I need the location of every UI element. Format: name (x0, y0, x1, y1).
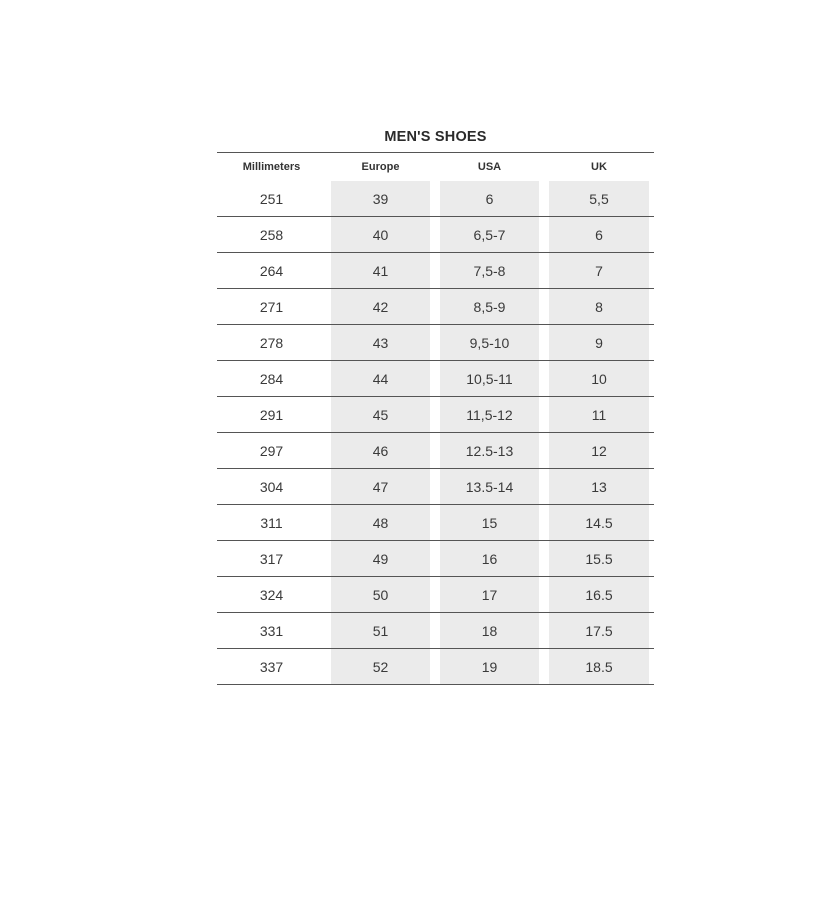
cell-uk-value: 15.5 (585, 550, 613, 567)
cell-usa-value: 7,5-8 (473, 262, 506, 279)
cell-uk (544, 217, 654, 253)
table-row (217, 469, 654, 505)
cell-uk (544, 289, 654, 325)
cell-millimeters (217, 505, 326, 541)
cell-millimeters (217, 361, 326, 397)
cell-europe (326, 577, 435, 613)
cell-uk (544, 397, 654, 433)
cell-europe (326, 181, 435, 217)
cell-uk (544, 325, 654, 361)
cell-uk-value: 7 (595, 262, 603, 279)
cell-millimeters-value: 278 (259, 334, 284, 351)
table-row (217, 505, 654, 541)
cell-europe-value: 52 (372, 658, 389, 675)
cell-usa-value: 10,5-11 (466, 370, 513, 387)
cell-uk-value: 12 (591, 442, 607, 459)
cell-usa (435, 325, 544, 361)
cell-europe-value: 47 (372, 478, 389, 495)
cell-usa (435, 253, 544, 289)
table-row (217, 397, 654, 433)
cell-usa-value: 19 (481, 658, 498, 675)
cell-uk (544, 181, 654, 217)
cell-uk-value: 18.5 (585, 658, 613, 675)
size-table (217, 153, 654, 685)
cell-europe-value: 40 (372, 226, 389, 243)
cell-uk (544, 253, 654, 289)
cell-millimeters-value: 337 (259, 658, 284, 675)
table-row (217, 361, 654, 397)
cell-millimeters-value: 304 (259, 478, 284, 495)
table-body (217, 181, 654, 685)
cell-usa (435, 577, 544, 613)
cell-europe-value: 50 (372, 586, 389, 603)
cell-uk (544, 541, 654, 577)
table-row (217, 433, 654, 469)
cell-millimeters-value: 284 (259, 370, 284, 387)
cell-europe-value: 48 (372, 514, 389, 531)
cell-usa (435, 361, 544, 397)
cell-europe-value: 41 (372, 262, 389, 279)
cell-usa-value: 8,5-9 (473, 298, 506, 315)
cell-millimeters (217, 217, 326, 253)
cell-uk (544, 577, 654, 613)
cell-millimeters (217, 649, 326, 685)
cell-millimeters (217, 613, 326, 649)
chart-title: MEN'S SHOES (217, 126, 654, 153)
header-usa: USA (477, 161, 502, 173)
cell-uk-value: 6 (595, 226, 603, 243)
cell-millimeters (217, 433, 326, 469)
header-uk: UK (591, 161, 607, 173)
cell-millimeters-value: 324 (259, 586, 284, 603)
cell-uk-value: 11 (591, 406, 607, 423)
cell-usa (435, 505, 544, 541)
cell-europe-value: 42 (372, 298, 389, 315)
table-row (217, 181, 654, 217)
cell-millimeters-value: 291 (259, 406, 284, 423)
cell-europe-value: 46 (372, 442, 389, 459)
cell-uk (544, 505, 654, 541)
cell-millimeters (217, 397, 326, 433)
cell-europe (326, 469, 435, 505)
cell-millimeters (217, 181, 326, 217)
cell-millimeters-value: 258 (259, 226, 284, 243)
cell-europe (326, 649, 435, 685)
cell-millimeters-value: 264 (259, 262, 284, 279)
cell-usa-value: 13.5-14 (465, 478, 514, 495)
cell-uk-value: 8 (595, 298, 603, 315)
cell-usa (435, 649, 544, 685)
cell-millimeters-value: 317 (259, 550, 284, 567)
cell-europe (326, 505, 435, 541)
cell-usa (435, 469, 544, 505)
cell-usa-value: 9,5-10 (469, 334, 510, 351)
cell-uk-value: 9 (595, 334, 603, 351)
cell-usa (435, 181, 544, 217)
cell-europe (326, 541, 435, 577)
cell-usa (435, 217, 544, 253)
cell-europe-value: 44 (372, 370, 389, 387)
cell-millimeters (217, 253, 326, 289)
cell-millimeters (217, 469, 326, 505)
cell-europe-value: 49 (372, 550, 389, 567)
cell-uk (544, 469, 654, 505)
cell-europe-value: 51 (372, 622, 389, 639)
cell-europe (326, 397, 435, 433)
cell-usa (435, 433, 544, 469)
cell-millimeters (217, 577, 326, 613)
cell-usa (435, 613, 544, 649)
cell-europe (326, 433, 435, 469)
table-row (217, 649, 654, 685)
cell-europe-value: 43 (372, 334, 389, 351)
cell-uk-value: 10 (591, 370, 607, 387)
cell-usa-value: 11,5-12 (466, 406, 513, 423)
cell-usa (435, 541, 544, 577)
cell-millimeters (217, 289, 326, 325)
cell-uk (544, 361, 654, 397)
cell-usa-value: 17 (481, 586, 498, 603)
cell-europe (326, 253, 435, 289)
cell-europe (326, 361, 435, 397)
cell-millimeters-value: 271 (259, 298, 284, 315)
cell-uk-value: 16.5 (585, 586, 613, 603)
cell-uk (544, 649, 654, 685)
table-row (217, 613, 654, 649)
cell-uk-value: 17.5 (585, 622, 613, 639)
table-header-row (217, 153, 654, 181)
cell-usa-value: 12.5-13 (465, 442, 514, 459)
header-europe: Europe (361, 161, 400, 173)
cell-usa-value: 16 (481, 550, 498, 567)
cell-uk (544, 433, 654, 469)
table-row (217, 577, 654, 613)
cell-millimeters (217, 541, 326, 577)
cell-millimeters-value: 297 (259, 442, 284, 459)
cell-europe-value: 39 (372, 190, 389, 207)
cell-usa (435, 289, 544, 325)
cell-millimeters-value: 311 (260, 514, 283, 531)
table-row (217, 541, 654, 577)
size-chart (217, 126, 654, 685)
cell-usa-value: 6,5-7 (473, 226, 506, 243)
cell-uk-value: 13 (591, 478, 607, 495)
cell-millimeters-value: 331 (259, 622, 284, 639)
cell-millimeters-value: 251 (259, 190, 284, 207)
cell-europe (326, 289, 435, 325)
cell-usa-value: 6 (485, 190, 494, 207)
cell-europe (326, 325, 435, 361)
cell-uk-value: 5,5 (589, 190, 609, 207)
cell-usa-value: 15 (481, 514, 498, 531)
cell-uk-value: 14.5 (585, 514, 613, 531)
table-row (217, 217, 654, 253)
cell-usa-value: 18 (481, 622, 498, 639)
table-row (217, 253, 654, 289)
cell-millimeters (217, 325, 326, 361)
cell-europe (326, 217, 435, 253)
table-row (217, 289, 654, 325)
cell-europe-value: 45 (372, 406, 389, 423)
header-millimeters: Millimeters (242, 161, 301, 173)
cell-uk (544, 613, 654, 649)
cell-usa (435, 397, 544, 433)
table-row (217, 325, 654, 361)
cell-europe (326, 613, 435, 649)
